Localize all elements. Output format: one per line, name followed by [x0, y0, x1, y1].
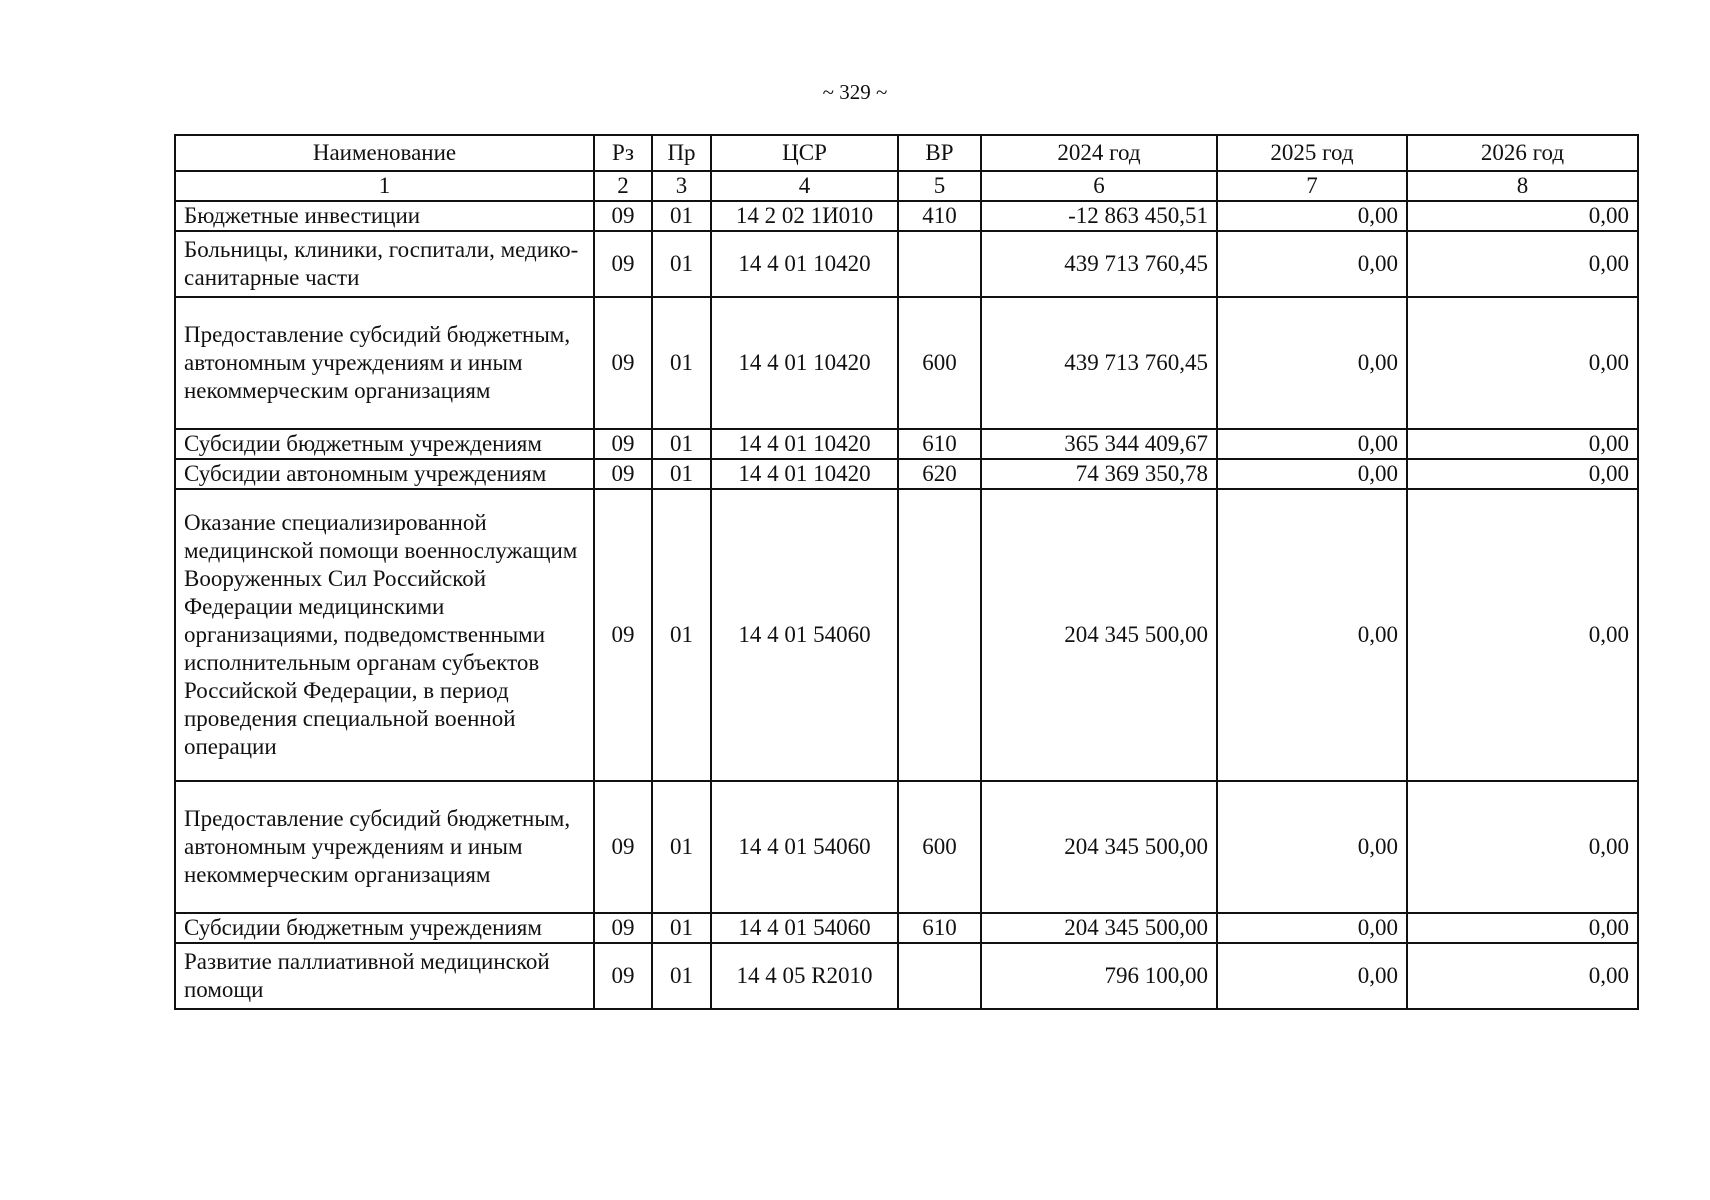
header-row [175, 135, 1638, 171]
cell-2024: 204 345 500,00 [981, 489, 1217, 781]
cell-csr: 14 4 01 54060 [711, 781, 898, 913]
cell-csr: 14 4 01 10420 [711, 429, 898, 459]
cell-pr: 01 [652, 231, 711, 297]
cell-pr: 01 [652, 201, 711, 231]
table-row [175, 943, 1638, 1009]
table-row [175, 297, 1638, 429]
cell-2026: 0,00 [1407, 231, 1638, 297]
cell-rz: 09 [594, 297, 652, 429]
cell-2025: 0,00 [1217, 913, 1407, 943]
page-number: ~ 329 ~ [822, 80, 888, 104]
column-number: 6 [981, 171, 1217, 201]
cell-rz: 09 [594, 459, 652, 489]
cell-2024: 74 369 350,78 [981, 459, 1217, 489]
cell-2026: 0,00 [1407, 913, 1638, 943]
header-2025: 2025 год [1217, 135, 1407, 171]
table-row [175, 459, 1638, 489]
cell-pr: 01 [652, 297, 711, 429]
cell-csr: 14 4 01 10420 [711, 231, 898, 297]
cell-name: Больницы, клиники, госпитали, медико-санитарные части [175, 231, 594, 297]
cell-pr: 01 [652, 459, 711, 489]
header-vr: ВР [898, 135, 981, 171]
table-row [175, 429, 1638, 459]
cell-2025: 0,00 [1217, 231, 1407, 297]
cell-csr: 14 4 01 54060 [711, 913, 898, 943]
cell-2026: 0,00 [1407, 781, 1638, 913]
cell-vr: 620 [898, 459, 981, 489]
cell-name: Развитие паллиативной медицинской помощи [175, 943, 594, 1009]
cell-2024: 204 345 500,00 [981, 913, 1217, 943]
cell-rz: 09 [594, 913, 652, 943]
cell-2024: 796 100,00 [981, 943, 1217, 1009]
header-pr: Пр [652, 135, 711, 171]
cell-2024: -12 863 450,51 [981, 201, 1217, 231]
cell-rz: 09 [594, 201, 652, 231]
table-row [175, 489, 1638, 781]
cell-vr: 600 [898, 781, 981, 913]
budget-table [174, 134, 1639, 1010]
cell-2026: 0,00 [1407, 459, 1638, 489]
cell-2025: 0,00 [1217, 201, 1407, 231]
cell-2025: 0,00 [1217, 297, 1407, 429]
header-rz: Рз [594, 135, 652, 171]
cell-name: Субсидии автономным учреждениям [175, 459, 594, 489]
cell-pr: 01 [652, 781, 711, 913]
column-number: 7 [1217, 171, 1407, 201]
cell-csr: 14 2 02 1И010 [711, 201, 898, 231]
cell-2025: 0,00 [1217, 459, 1407, 489]
cell-2026: 0,00 [1407, 297, 1638, 429]
cell-vr: 600 [898, 297, 981, 429]
cell-pr: 01 [652, 489, 711, 781]
cell-rz: 09 [594, 943, 652, 1009]
header-2024: 2024 год [981, 135, 1217, 171]
table-row [175, 781, 1638, 913]
column-number: 2 [594, 171, 652, 201]
cell-2024: 439 713 760,45 [981, 297, 1217, 429]
cell-name: Предоставление субсидий бюджетным, автономным учреждениям и иным некоммерческим организациям [175, 781, 594, 913]
table-row [175, 913, 1638, 943]
column-number: 5 [898, 171, 981, 201]
cell-2025: 0,00 [1217, 943, 1407, 1009]
column-number-row [175, 171, 1638, 201]
cell-rz: 09 [594, 429, 652, 459]
cell-vr: 610 [898, 913, 981, 943]
cell-2025: 0,00 [1217, 429, 1407, 459]
header-csr: ЦСР [711, 135, 898, 171]
cell-2024: 439 713 760,45 [981, 231, 1217, 297]
cell-2024: 365 344 409,67 [981, 429, 1217, 459]
cell-name: Бюджетные инвестиции [175, 201, 594, 231]
cell-2026: 0,00 [1407, 943, 1638, 1009]
cell-2025: 0,00 [1217, 489, 1407, 781]
column-number: 3 [652, 171, 711, 201]
cell-pr: 01 [652, 943, 711, 1009]
cell-csr: 14 4 01 10420 [711, 459, 898, 489]
cell-vr: 410 [898, 201, 981, 231]
cell-rz: 09 [594, 781, 652, 913]
cell-2026: 0,00 [1407, 429, 1638, 459]
cell-name: Предоставление субсидий бюджетным, автономным учреждениям и иным некоммерческим организациям [175, 297, 594, 429]
cell-name: Субсидии бюджетным учреждениям [175, 429, 594, 459]
table-row [175, 201, 1638, 231]
cell-vr [898, 231, 981, 297]
cell-vr [898, 489, 981, 781]
cell-csr: 14 4 01 10420 [711, 297, 898, 429]
cell-pr: 01 [652, 429, 711, 459]
cell-rz: 09 [594, 489, 652, 781]
cell-name: Субсидии бюджетным учреждениям [175, 913, 594, 943]
table-row [175, 231, 1638, 297]
cell-name: Оказание специализированной медицинской помощи военнослужащим Вооруженных Сил Российской Федерации медицинскими организациями, подведомственными исполнительным органам субъектов Российской Федерации, в период проведения специальной военной операции [175, 489, 594, 781]
cell-csr: 14 4 05 R2010 [711, 943, 898, 1009]
cell-vr [898, 943, 981, 1009]
column-number: 1 [175, 171, 594, 201]
cell-2024: 204 345 500,00 [981, 781, 1217, 913]
header-name: Наименование [175, 135, 594, 171]
cell-2025: 0,00 [1217, 781, 1407, 913]
cell-2026: 0,00 [1407, 201, 1638, 231]
cell-pr: 01 [652, 913, 711, 943]
column-number: 8 [1407, 171, 1638, 201]
cell-rz: 09 [594, 231, 652, 297]
header-2026: 2026 год [1407, 135, 1638, 171]
cell-2026: 0,00 [1407, 489, 1638, 781]
cell-csr: 14 4 01 54060 [711, 489, 898, 781]
cell-vr: 610 [898, 429, 981, 459]
column-number: 4 [711, 171, 898, 201]
